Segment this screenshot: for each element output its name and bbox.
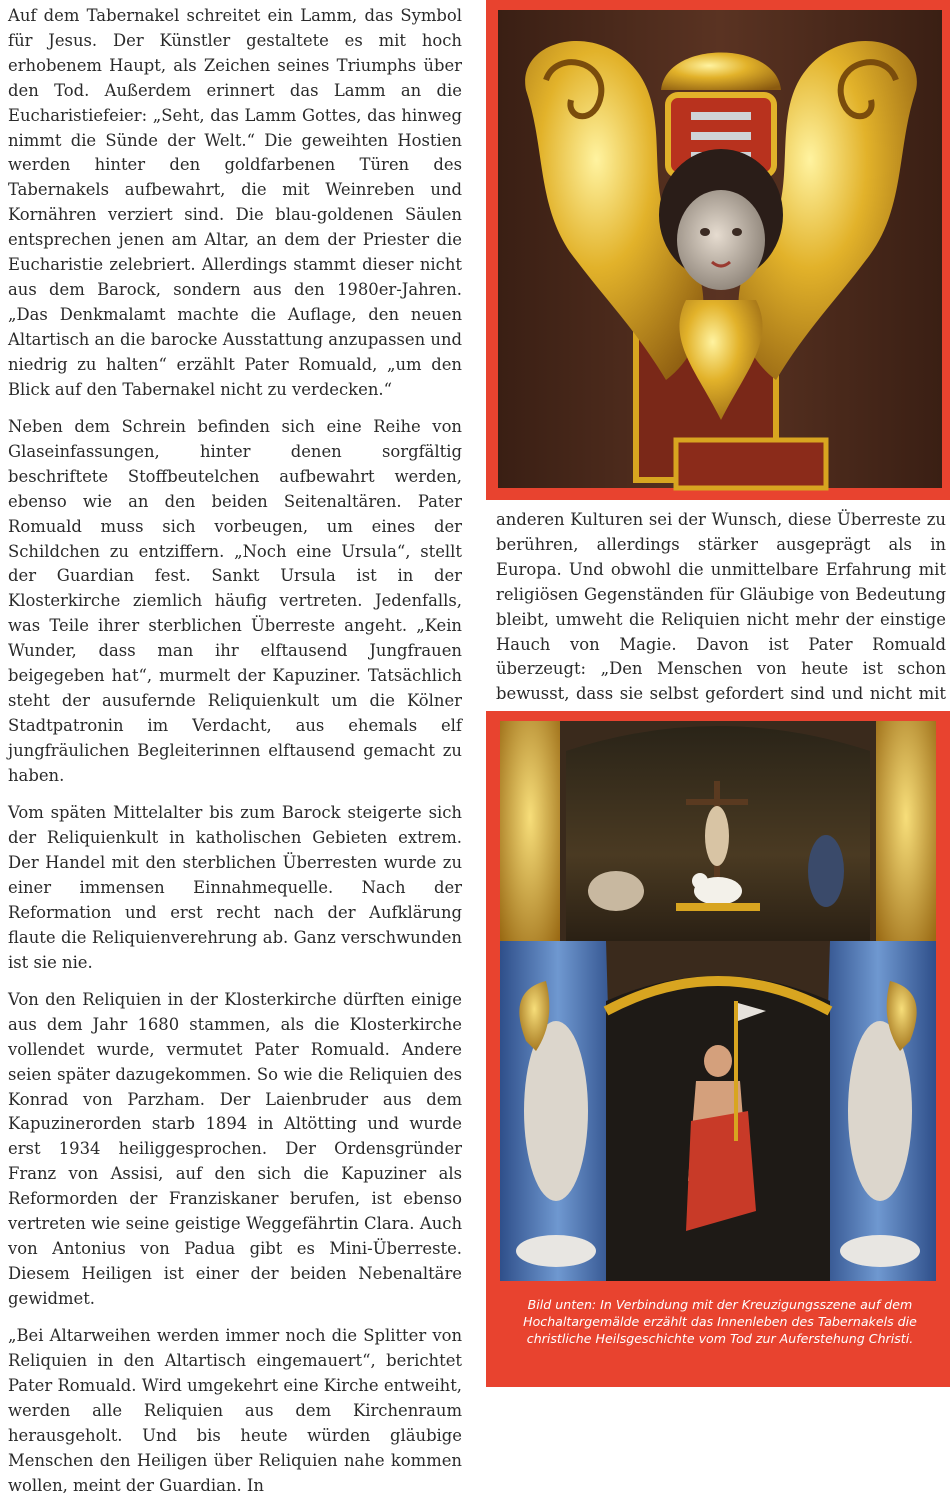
altar-illustration [486,711,950,1387]
paragraph-5: „Bei Altarweihen werden immer noch die Splitter von Reliquien in den Altartisch eingemauert“, berichtet Pater Romuald. Wird umgekehrt eine Kirche entweiht, werden alle Reliquien aus dem Kirchenraum herausgeholt. Und bis heute würden gläubige Menschen den Heiligen über Reliquien nahe kommen wollen, meint der Guardian. In [8,1326,462,1495]
paragraph-1: Auf dem Tabernakel schreitet ein Lamm, das Symbol für Jesus. Der Künstler gestaltete es mit hoch erhobenem Haupt, als Zeichen seines Triumphs über den Tod. Außerdem erinnert das Lamm an die Eucharistiefeier: „Seht, das Lamm Gottes, das hinweg nimmt die Sünde der Welt.“ Die geweihten Hostien werden hinter den goldfarbenen Türen des Tabernakels aufbewahrt, die mit Weinreben und Kornähren verziert sind. Die blau-goldenen Säulen entsprechen jenen am Altar, an dem der Priester die Eucharistie zelebriert. Allerdings stammt dieser nicht aus dem Barock, sondern aus den 1980er-Jahren. „Das Denkmalamt machte die Auflage, den neuen Altartisch an die barocke Ausstattung anzupassen und niedrig zu halten“ erzählt Pater Romuald, „um den Blick auf den Tabernakel nicht zu verdecken.“ [8,6,462,399]
paragraph-3: Vom späten Mittelalter bis zum Barock steigerte sich der Reliquienkult in katholischen Gebieten extrem. Der Handel mit den sterblichen Überresten wurde zu einer immensen Einnahmequelle. Nach der Reformation und erst recht nach der Aufklärung flaute die Reliquienverehrung ab. Ganz verschwunden ist sie nie. [8,803,462,972]
paragraph-continued-text: anderen Kulturen sei der Wunsch, diese Überreste zu berühren, allerdings stärker ausgeprägt als in Europa. Und obwohl die unmittelbare Erfahrung mit religiösen Gegenständen für Gläubige von Bedeutung bleibt, umweht die Reliquien nicht mehr der einstige Hauch von Magie. Davon ist Pater Romuald überzeugt: „Den Menschen von heute ist schon bewusst, dass sie selbst gefordert sind und nicht mit [496,510,946,704]
right-text-column [496,508,946,746]
photo-cherub-ornament [486,0,950,500]
cherub-illustration [486,0,950,500]
paragraph-continued [496,508,946,733]
paragraph-4: Von den Reliquien in der Klosterkirche dürften einige aus dem Jahr 1680 stammen, als die Klosterkirche vollendet wurde, vermutet Pater Romuald. Andere seien später dazugekommen. So wie die Reliquien des Konrad von Parzham. Der Laienbruder aus dem Kapuzinerorden starb 1894 in Altötting und wurde erst 1934 heiliggesprochen. Der Ordensgründer Franz von Assisi, auf den sich die Kapuziner als Reformorden der Franziskaner berufen, ist ebenso vertreten wie seine geistige Weggefährtin Clara. Auch von Antonius von Padua gibt es Mini-Überreste. Diesem Heiligen ist einer der beiden Nebenaltäre gewidmet. [8,989,462,1308]
photo-altar-tabernacle [486,711,950,1387]
left-text-column [8,4,462,1511]
photo-caption: Bild unten: In Verbindung mit der Kreuzigungsszene auf dem Hochaltargemälde erzählt das Innenleben des Tabernakels die christliche Heilsgeschichte vom Tod zur Auferstehung Christi. [523,1297,917,1346]
paragraph-2: Neben dem Schrein befinden sich eine Reihe von Glaseinfassungen, hinter denen sorgfältig beschriftete Stoffbeutelchen aufbewahrt werden, ebenso wie an den beiden Seitenaltären. Pater Romuald muss sich vorbeugen, um eines der Schildchen zu entziffern. „Noch eine Ursula“, stellt der Guardian fest. Sankt Ursula ist in der Klosterkirche ziemlich häufig vertreten. Jedenfalls, was Teile ihrer sterblichen Überreste angeht. „Kein Wunder, dass man ihr elftausend Jungfrauen beigegeben hat“, murmelt der Kapuziner. Tatsächlich steht der ausufernde Reliquienkult um die Kölner Stadtpatronin im Verdacht, aus ehemals elf jungfräulichen Begleiterinnen elftausend gemacht zu haben. [8,417,462,785]
